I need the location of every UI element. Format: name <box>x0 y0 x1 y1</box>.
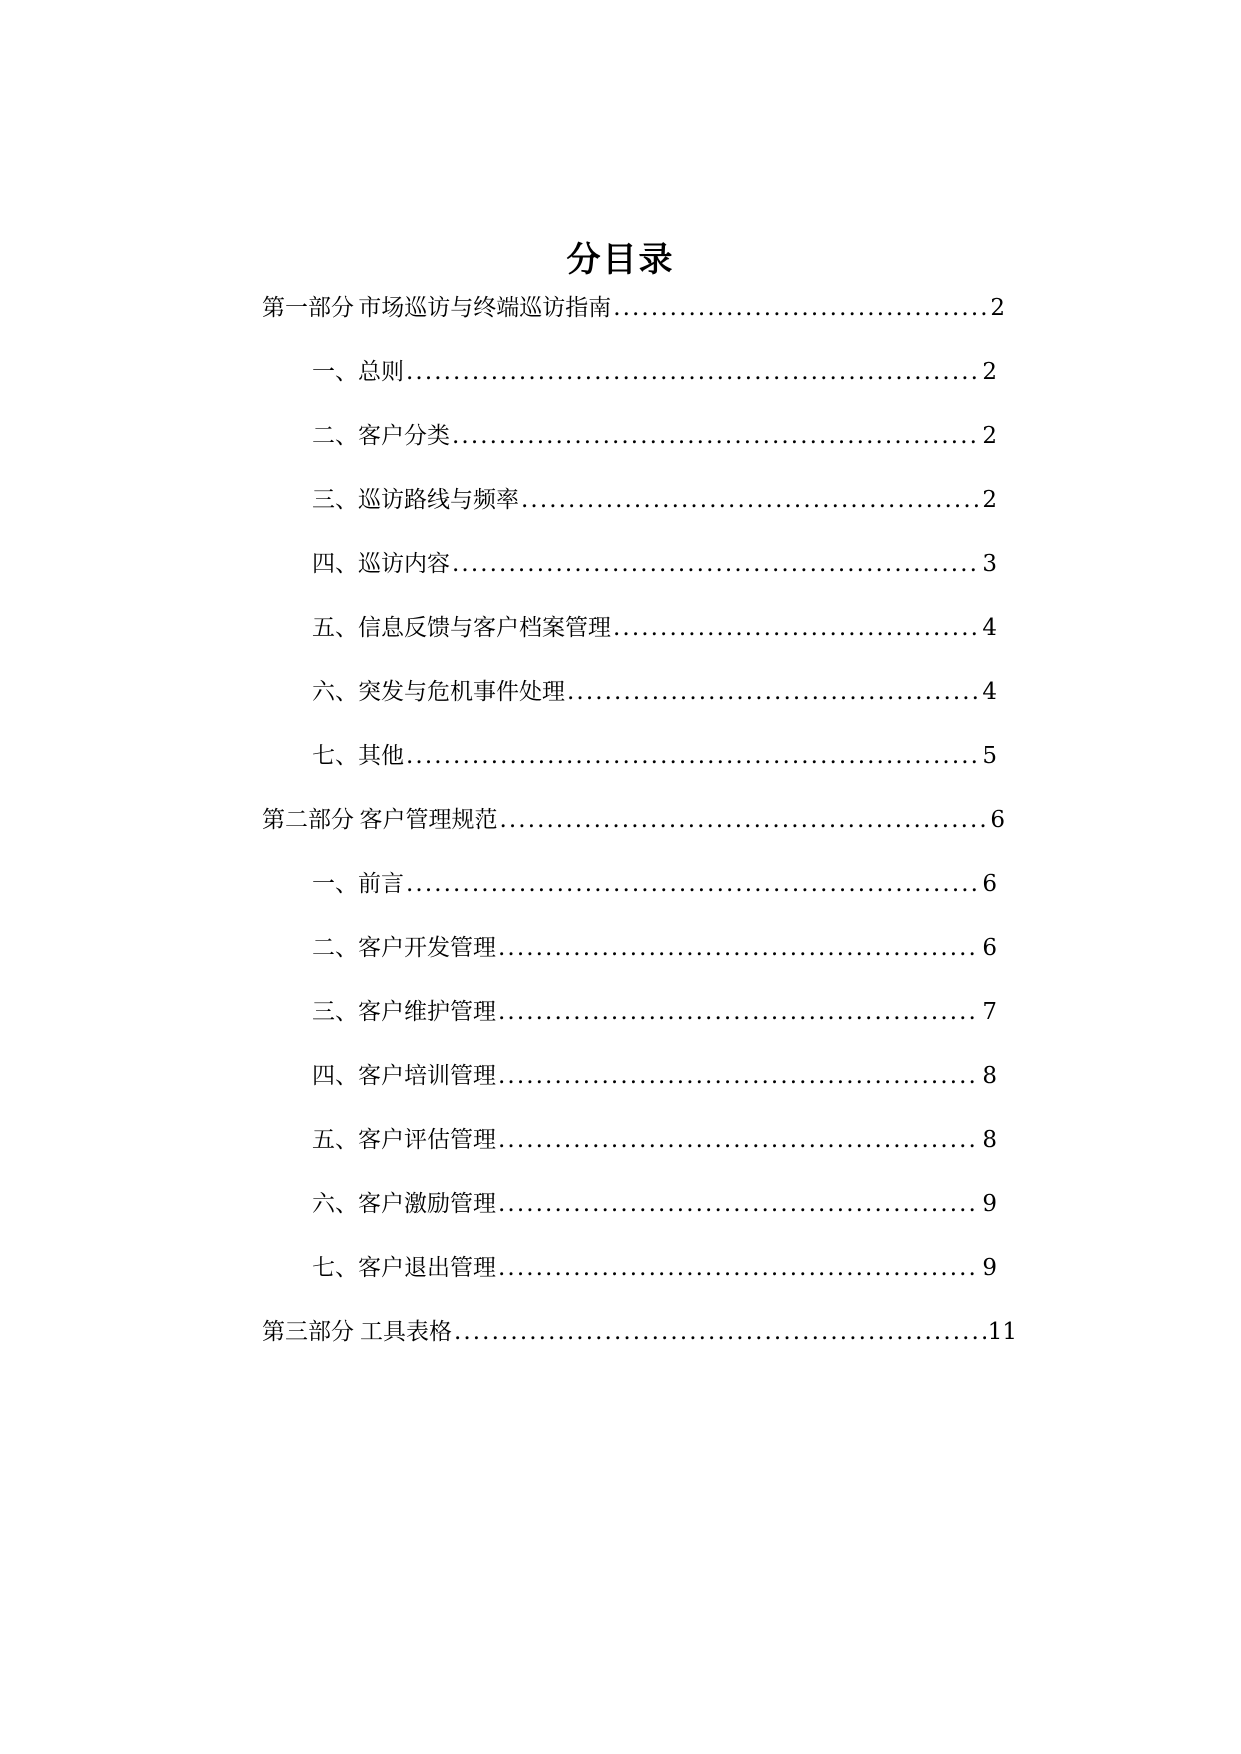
toc-page-number: 4 <box>982 679 997 705</box>
toc-page-number: 5 <box>982 743 997 769</box>
toc-entry[interactable] <box>312 864 997 904</box>
toc-leader-dots <box>498 1248 980 1288</box>
toc-leader-dots <box>498 928 980 968</box>
toc-leader-dots <box>613 608 980 648</box>
toc-leader-dots <box>454 1312 986 1352</box>
toc-entry-title: 二、客户分类 <box>312 423 450 449</box>
toc-leader-dots <box>498 1120 980 1160</box>
toc-page-number: 2 <box>982 487 997 513</box>
toc-entry-title: 一、前言 <box>312 871 404 897</box>
toc-page-number: 2 <box>990 295 1005 321</box>
toc-page-number: 6 <box>990 807 1005 833</box>
toc-leader-dots <box>498 1056 980 1096</box>
toc-entry-part-1[interactable] <box>262 288 1005 328</box>
toc-entry-title: 二、客户开发管理 <box>312 935 496 961</box>
toc-entry-title: 七、客户退出管理 <box>312 1255 496 1281</box>
toc-entry[interactable] <box>312 736 997 776</box>
toc-leader-dots <box>499 800 988 840</box>
toc-page-number: 6 <box>982 935 997 961</box>
toc-entry-title: 市场巡访与终端巡访指南 <box>358 295 612 321</box>
toc-entry-title: 一、总则 <box>312 359 404 385</box>
toc-entry-title: 六、突发与危机事件处理 <box>312 679 565 705</box>
toc-part-label: 第二部分 <box>262 807 354 833</box>
toc-page-number: 2 <box>982 423 997 449</box>
toc-entry-part-2[interactable] <box>262 800 1005 840</box>
toc-leader-dots <box>567 672 980 712</box>
toc-entry-title: 三、巡访路线与频率 <box>312 487 519 513</box>
toc-leader-dots <box>498 1184 980 1224</box>
toc-leader-dots <box>406 736 980 776</box>
toc-entry[interactable] <box>312 1248 997 1288</box>
toc-page-number: 4 <box>982 615 997 641</box>
toc-entry[interactable] <box>312 1120 997 1160</box>
toc-page-number: 11 <box>987 1319 1017 1345</box>
toc-page-number: 9 <box>982 1191 997 1217</box>
toc-leader-dots <box>452 544 980 584</box>
toc-entry-title: 五、客户评估管理 <box>312 1127 496 1153</box>
toc-entry[interactable] <box>312 608 997 648</box>
toc-entry[interactable] <box>312 1056 997 1096</box>
toc-entry-part-3[interactable] <box>262 1312 1017 1352</box>
toc-leader-dots <box>406 864 980 904</box>
toc-entry-title: 四、巡访内容 <box>312 551 450 577</box>
toc-leader-dots <box>498 992 980 1032</box>
toc-part-label: 第一部分 <box>262 295 354 321</box>
toc-entry[interactable] <box>312 672 997 712</box>
toc-leader-dots <box>452 416 980 456</box>
toc-page-number: 3 <box>982 551 997 577</box>
toc-leader-dots <box>406 352 980 392</box>
toc-entry[interactable] <box>312 416 997 456</box>
toc-leader-dots <box>521 480 980 520</box>
toc-entry[interactable] <box>312 544 997 584</box>
toc-leader-dots <box>613 288 988 328</box>
toc-page-number: 8 <box>982 1127 997 1153</box>
toc-entry-title: 七、其他 <box>312 743 404 769</box>
toc-entry-title: 客户管理规范 <box>359 807 498 833</box>
toc-part-label: 第三部分 <box>262 1319 354 1345</box>
toc-page-number: 6 <box>982 871 997 897</box>
toc-page-number: 7 <box>982 999 997 1025</box>
toc-entry-title: 五、信息反馈与客户档案管理 <box>312 615 611 641</box>
toc-entry[interactable] <box>312 480 997 520</box>
toc-entry-title: 六、客户激励管理 <box>312 1191 496 1217</box>
toc-entry[interactable] <box>312 928 997 968</box>
toc-entry[interactable] <box>312 992 997 1032</box>
toc-page-number: 8 <box>982 1063 997 1089</box>
page-title: 分目录 <box>566 240 675 280</box>
toc-entry-title: 四、客户培训管理 <box>312 1063 496 1089</box>
toc-page-number: 9 <box>982 1255 997 1281</box>
toc-entry-title: 工具表格 <box>359 1319 452 1345</box>
toc-entry-title: 三、客户维护管理 <box>312 999 496 1025</box>
toc-page-number: 2 <box>982 359 997 385</box>
toc-entry[interactable] <box>312 1184 997 1224</box>
toc-entry[interactable] <box>312 352 997 392</box>
